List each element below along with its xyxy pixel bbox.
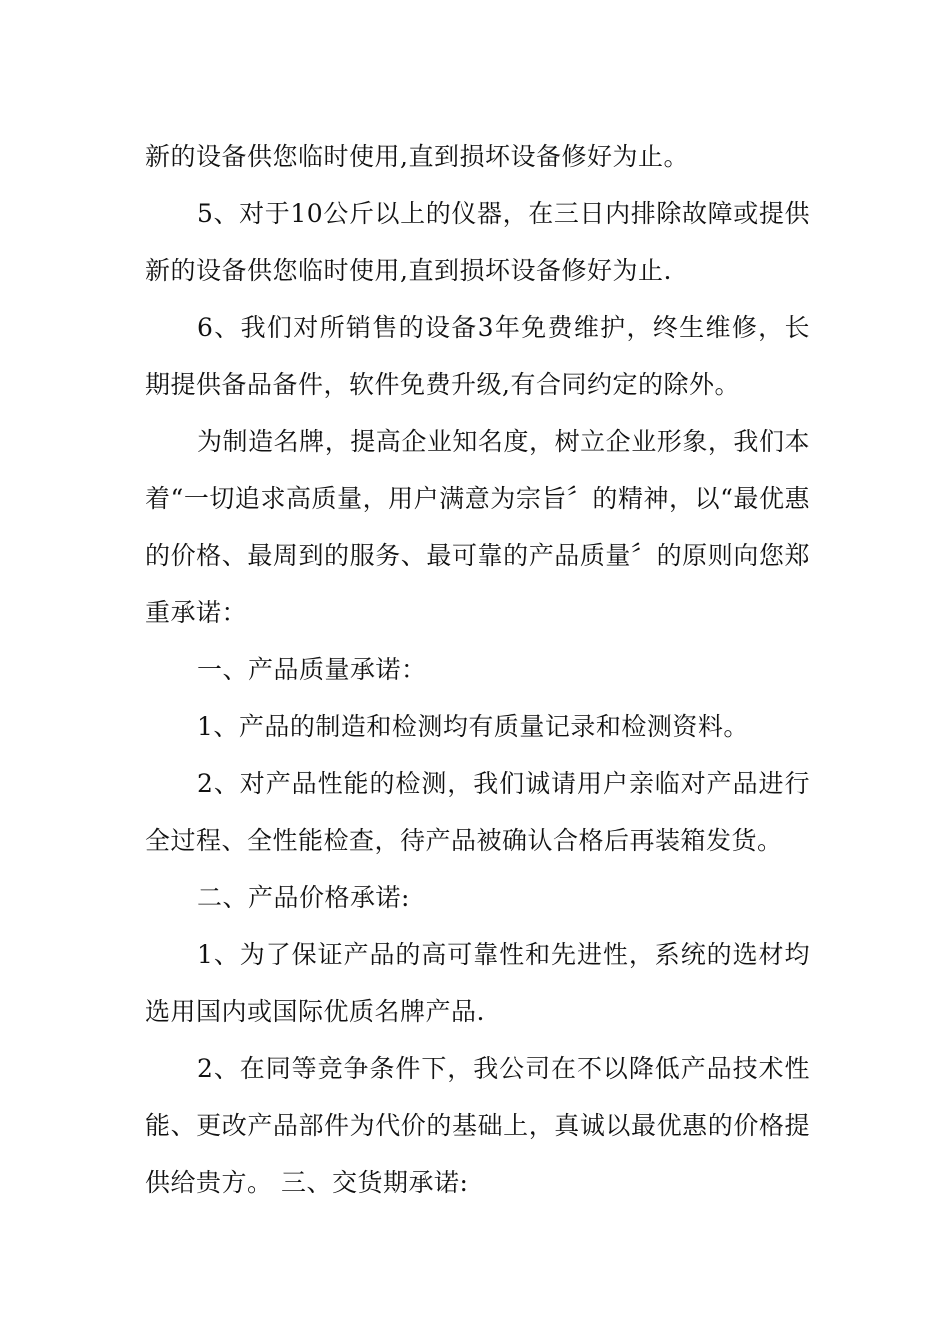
paragraph-4: 为制造名牌，提高企业知名度，树立企业形象，我们本着“一切追求高质量，用户满意为宗旨〞的精神，以“最优惠的价格、最周到的服务、最可靠的产品质量〞的原则向您郑重承诺： — [145, 427, 810, 627]
paragraph-1: 新的设备供您临时使用,直到损坏设备修好为止。 — [145, 142, 689, 171]
paragraph-3: 6、我们对所销售的设备3年免费维护，终生维修，长期提供备品备件，软件免费升级,有合同约定的除外。 — [145, 313, 810, 399]
paragraph-10: 2、在同等竞争条件下，我公司在不以降低产品技术性能、更改产品部件为代价的基础上，真诚以最优惠的价格提供给贵方。 三、交货期承诺: — [145, 1054, 810, 1197]
paragraph-7: 2、对产品性能的检测，我们诚请用户亲临对产品进行全过程、全性能检查，待产品被确认合格后再装箱发货。 — [145, 769, 810, 855]
section-heading-quality: 一、产品质量承诺： — [197, 655, 427, 684]
section-heading-price: 二、产品价格承诺: — [197, 883, 410, 912]
paragraph-9: 1、为了保证产品的高可靠性和先进性，系统的选材均选用国内或国际优质名牌产品. — [145, 940, 810, 1026]
paragraph-6: 1、产品的制造和检测均有质量记录和检测资料。 — [197, 712, 749, 741]
paragraph-2: 5、对于10公斤以上的仪器，在三日内排除故障或提供新的设备供您临时使用,直到损坏设备修好为止. — [145, 199, 810, 285]
document-body — [145, 128, 810, 1211]
